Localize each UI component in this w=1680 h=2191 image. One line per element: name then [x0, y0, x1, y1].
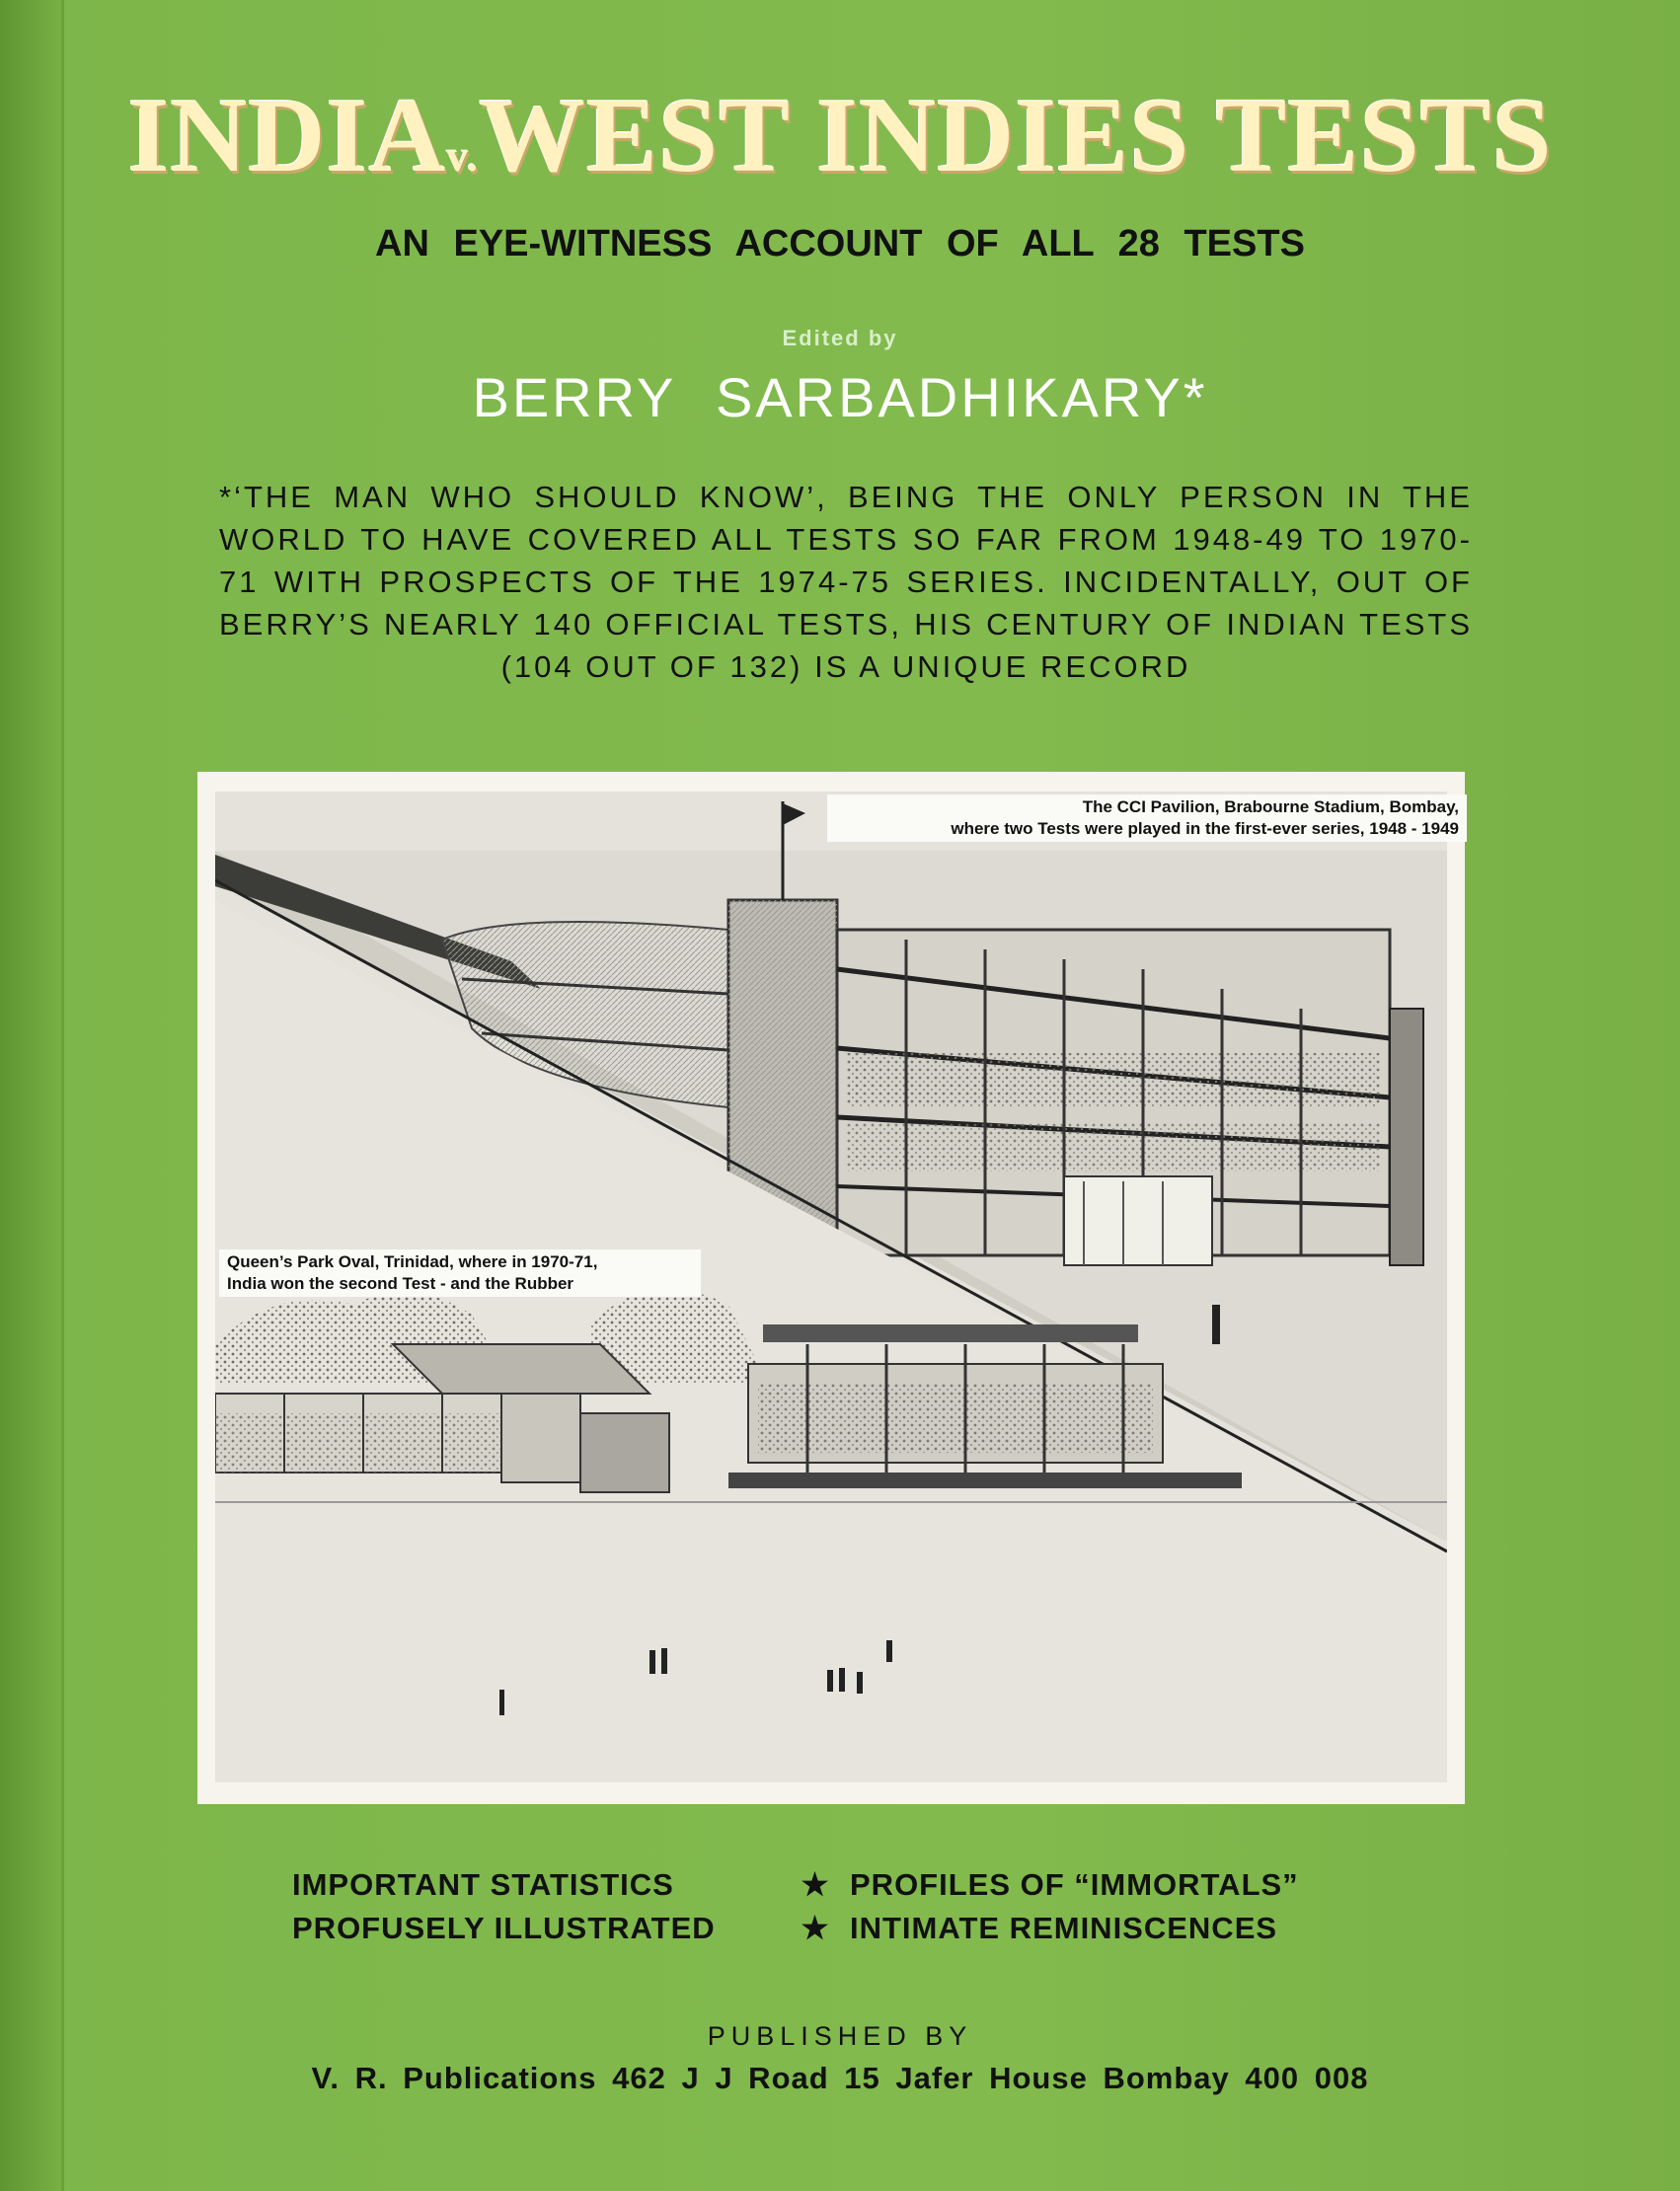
caption-bottom-line1: Queen’s Park Oval, Trinidad, where in 1970-71,	[227, 1252, 598, 1271]
title-india: INDIA	[127, 77, 447, 194]
edited-by-label: Edited by	[782, 326, 898, 350]
feature-row-2	[292, 1907, 1398, 1950]
caption-top-line2: where two Tests were played in the first-ever series, 1948 - 1949	[951, 819, 1459, 838]
feature-statistics: IMPORTANT STATISTICS	[292, 1867, 674, 1902]
feature-row-1	[292, 1863, 1398, 1907]
caption-cci-pavilion	[827, 794, 1467, 842]
title-west-indies-tests: WEST INDIES TESTS	[479, 77, 1553, 194]
published-by-label: PUBLISHED BY	[707, 2021, 973, 2051]
publisher-address: V. R. Publications 462 J J Road 15 Jafer House Bombay 400 008	[311, 2061, 1369, 2095]
editor-blurb: *‘THE MAN WHO SHOULD KNOW’, BEING THE ONLY PERSON IN THE WORLD TO HAVE COVERED ALL TESTS SO FAR FROM 1948-49 TO 1970-71 WITH PROSPECTS OF THE 1974-75 SERIES. INCIDENTALLY, OUT OF BERRY’S NEARLY 140 OFFICIAL TESTS, HIS CENTURY OF INDIAN TESTS (104 OUT OF 132) IS A UNIQUE RECORD	[219, 480, 1473, 684]
caption-queens-park-oval	[219, 1249, 701, 1297]
caption-bottom-line2: India won the second Test - and the Rubber	[227, 1274, 574, 1293]
editor-name: BERRY SARBADHIKARY*	[472, 366, 1208, 428]
feature-reminiscences: INTIMATE REMINISCENCES	[850, 1911, 1278, 1945]
star-icon: ★	[801, 1867, 830, 1902]
feature-illustrated: PROFUSELY ILLUSTRATED	[292, 1911, 716, 1945]
feature-profiles: PROFILES OF “IMMORTALS”	[850, 1867, 1299, 1902]
feature-list	[292, 1863, 1398, 1950]
caption-top-line1: The CCI Pavilion, Brabourne Stadium, Bombay,	[1082, 797, 1459, 816]
title-versus: v.	[446, 132, 479, 181]
star-icon: ★	[801, 1911, 830, 1945]
book-title	[0, 77, 1680, 216]
book-subtitle: AN EYE-WITNESS ACCOUNT OF ALL 28 TESTS	[375, 223, 1305, 264]
